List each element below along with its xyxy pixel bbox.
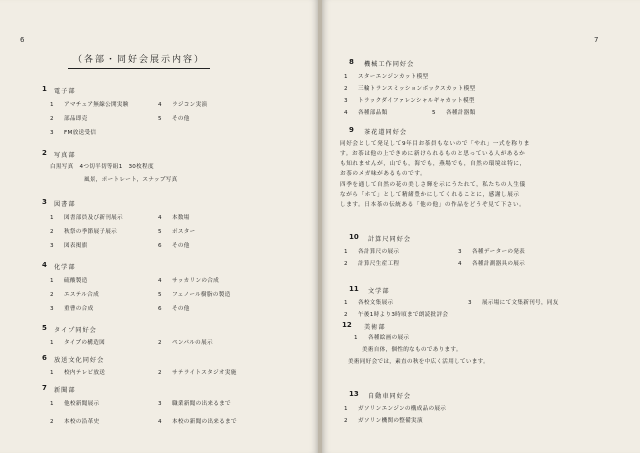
section-number: 11 <box>349 285 359 293</box>
page-number: 6 <box>20 36 25 44</box>
list-item: 3 職業新聞の出来るまで <box>158 401 231 407</box>
section-number: 6 <box>42 354 47 362</box>
section-number: 7 <box>42 384 47 392</box>
paragraph-line: す。お茶は他の上できめに新けられるものと思っている人があるか <box>340 151 526 157</box>
section-title: 自動車同好会 <box>368 393 412 400</box>
list-item: 2 秋祭の季節展子展示 <box>50 229 118 235</box>
section-title: 美術部 <box>364 324 386 331</box>
list-item: 1 各種絵画の展示 <box>354 335 410 341</box>
list-item: 1 硫酸製造 <box>50 278 88 284</box>
section-number: 8 <box>349 58 354 66</box>
list-item: 4 各種計測器具の展示 <box>458 261 526 267</box>
list-item: 1 図書部員及び新刊展示 <box>50 215 123 221</box>
list-item: 3 展示場にて文集新刊号，同友 <box>468 300 559 306</box>
list-item: 2 計算尺生産工程 <box>344 261 400 267</box>
list-item: 5 その他 <box>158 116 190 122</box>
right-page <box>322 0 640 453</box>
list-item: 2 部品即売 <box>50 116 88 122</box>
list-item: 3 各種データーの発表 <box>458 249 526 255</box>
list-item: 4 各種部品類 <box>344 110 388 116</box>
section-title: 文学部 <box>368 288 390 295</box>
paragraph-line: も知れませんが，山でも，海でも，燕場でも，自然の環境は特に， <box>340 161 526 167</box>
list-item: 白黒写真 4つ切半切等組1 30枚程度 <box>50 164 154 170</box>
list-item: 2 三輪トランスミッションボックスカット模型 <box>344 86 476 92</box>
list-item: 1 他校新聞展示 <box>50 401 100 407</box>
list-item: 風景，ポートレート，スナップ写真 <box>84 177 178 183</box>
section-title: 放送文化同好会 <box>54 357 105 364</box>
paragraph-line: 四季を通して自然の花の美しさ輝を示にうたれて，私たちの人生儀 <box>340 182 526 188</box>
paragraph-line: お茶のメガ味があるものです。 <box>340 171 427 177</box>
section-number: 3 <box>42 198 47 206</box>
section-number: 5 <box>42 324 47 332</box>
section-title: 計算尺同好会 <box>368 236 412 243</box>
heading-underline <box>68 68 210 69</box>
paragraph-line: 同好会として発足して9年目お茶員もないので「やれ」一式を称りま <box>340 141 530 147</box>
list-item: 3 FM放送受信 <box>50 130 97 136</box>
list-item: 5 ポスター <box>158 229 196 235</box>
list-item: 6 その他 <box>158 306 190 312</box>
section-title: 化学部 <box>54 264 76 271</box>
page-number: 7 <box>594 36 599 44</box>
section-number: 9 <box>349 126 354 134</box>
list-item: 2 ガソリン機関の整備実演 <box>344 418 423 424</box>
list-item: 6 その他 <box>158 243 190 249</box>
list-item: 1 各校文集展示 <box>344 300 394 306</box>
section-title: 機械工作同好会 <box>364 61 415 68</box>
paragraph-line: します。日本茶の伝統ある「他の他」の作品をどうぞ見て下さい。 <box>340 202 526 208</box>
section-number: 4 <box>42 261 47 269</box>
list-item: 3 トラックダイファレンシャルギャカット模型 <box>344 98 475 104</box>
list-item: 2 サテライトスタジオ実施 <box>158 370 237 376</box>
list-item: 3 図表掲旗 <box>50 243 88 249</box>
list-item: 2 本校の沿革史 <box>50 419 100 425</box>
section-title: 茶花道同好会 <box>364 129 408 136</box>
section-title: 写真部 <box>54 152 76 159</box>
section-title: 新聞部 <box>54 387 76 394</box>
section-number: 1 <box>42 85 47 93</box>
paragraph-line: ながら「ホて」として精緒豊かにしてくれることに，感謝し展示 <box>340 192 520 198</box>
list-item: 5 フェノール樹脂の製造 <box>158 292 231 298</box>
list-item: 4 本校の新聞の出来るまで <box>158 419 237 425</box>
list-item: 美術自体，個性的なものであります。 <box>362 347 462 353</box>
list-item: 1 校内テレビ放送 <box>50 370 106 376</box>
list-item: 1 タイプの構造図 <box>50 340 105 346</box>
list-item: 美術同好会では，素直の秋を中広く活用しています。 <box>348 359 490 365</box>
list-item: 3 重曹の合成 <box>50 306 94 312</box>
section-title: タイプ同好会 <box>54 327 97 334</box>
left-page <box>0 0 318 453</box>
list-item: 2 エステル合成 <box>50 292 99 298</box>
section-title: 図書部 <box>54 201 76 208</box>
section-number: 12 <box>342 321 352 329</box>
list-item: 1 各計算尺の展示 <box>344 249 400 255</box>
list-item: 2 午後1時より3時頃まで朗読批評会 <box>344 312 449 318</box>
page-heading: （各部・同好会展示内容） <box>72 55 205 65</box>
list-item: 2 ペンパルの展示 <box>158 340 213 346</box>
list-item: 1 ガソリンエンジンの構成品の展示 <box>344 406 447 412</box>
list-item: 4 本数場 <box>158 215 190 221</box>
section-number: 13 <box>349 390 359 398</box>
section-title: 電子部 <box>54 88 76 95</box>
section-number: 2 <box>42 149 47 157</box>
list-item: 4 ラジコン実演 <box>158 102 208 108</box>
list-item: 5 各種計器類 <box>432 110 476 116</box>
section-number: 10 <box>349 233 359 241</box>
list-item: 1 スターエンジンカット模型 <box>344 74 429 80</box>
list-item: 4 サッカリンの合成 <box>158 278 220 284</box>
list-item: 1 アマチュア無線公開実験 <box>50 102 129 108</box>
